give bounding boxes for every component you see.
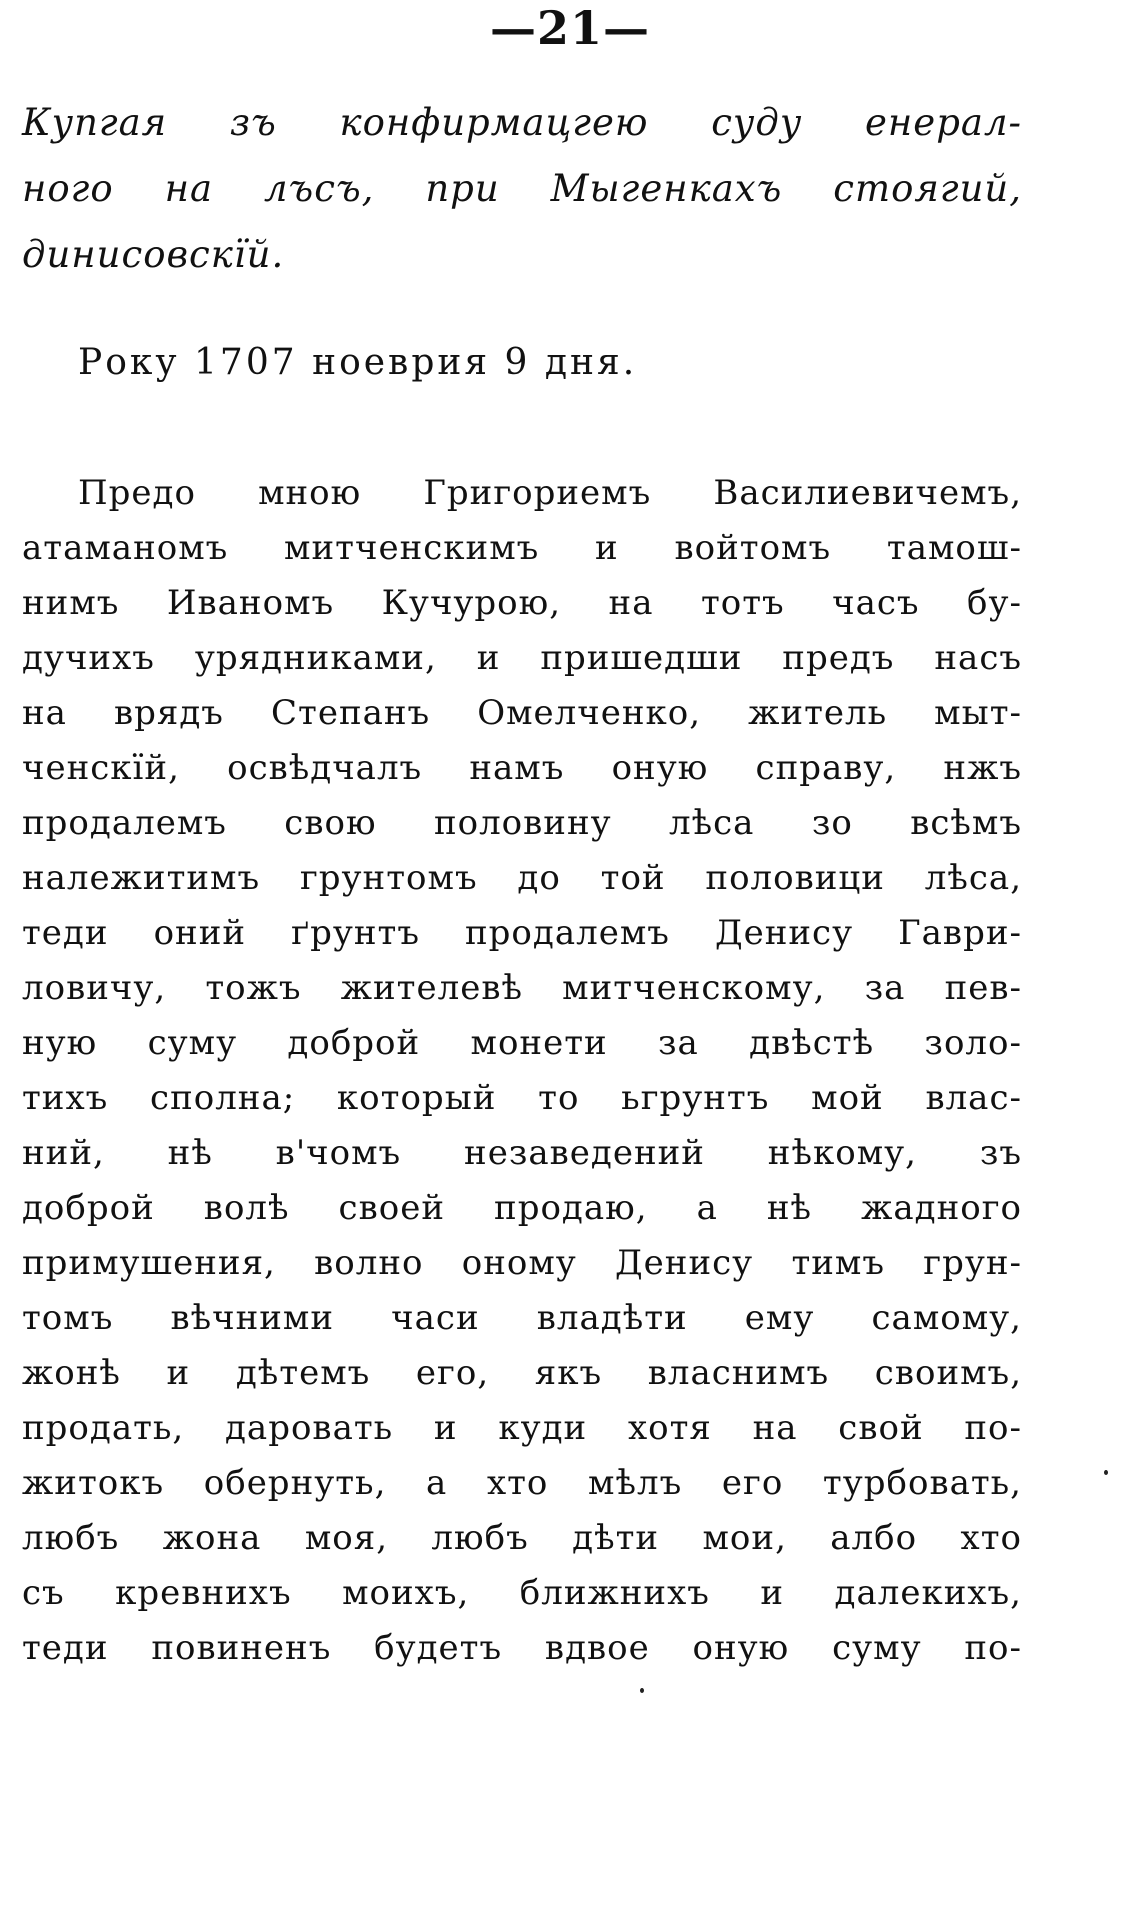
body-line: належитимъ грунтомъ до той половици лѣса, <box>22 858 1022 898</box>
body-line: съ кревнихъ моихъ, ближнихъ и далекихъ, <box>22 1573 1022 1613</box>
heading-line: Купгая зъ конфирмацгею суду енерал- <box>22 101 1022 144</box>
heading-line: ного на лъсъ, при Мыгенкахъ стоягий, <box>22 167 1022 210</box>
body-line: нимъ Иваномъ Кучурою, на тотъ часъ бу- <box>22 583 1022 623</box>
body-line: житокъ обернуть, а хто мѣлъ его турбовать, <box>22 1463 1022 1503</box>
body-line: Предо мною Григориемъ Василиевичемъ, <box>78 473 1022 513</box>
body-line: примушения, волно оному Денису тимъ грун- <box>22 1243 1022 1283</box>
body-line: дучихъ урядниками, и пришедши предъ насъ <box>22 638 1022 678</box>
heading-line: динисовскїй. <box>22 233 285 276</box>
dateline: Року 1707 ноеврия 9 дня. <box>78 342 638 383</box>
page-number: —21— <box>489 1 650 55</box>
body-line: атаманомъ митченскимъ и войтомъ тамош- <box>22 528 1022 568</box>
body-line: ченскїй, освѣдчалъ намъ оную справу, нжъ <box>22 748 1022 788</box>
body-line: продать, даровать и куди хотя на свой по- <box>22 1408 1022 1448</box>
print-speck <box>640 1688 644 1693</box>
body-line: продалемъ свою половину лѣса зо всѣмъ <box>22 803 1022 843</box>
body-line: теди оний ґрунтъ продалемъ Денису Гаври- <box>22 913 1022 953</box>
body-line: тихъ сполна; который то ьгрунтъ мой влас- <box>22 1078 1022 1118</box>
body-text <box>22 466 1022 1676</box>
body-line: любъ жона моя, любъ дѣти мои, албо хто <box>22 1518 1022 1558</box>
body-line: ную суму доброй монети за двѣстѣ золо- <box>22 1023 1022 1063</box>
body-line: доброй волѣ своей продаю, а нѣ жадного <box>22 1188 1022 1228</box>
body-line: ний, нѣ в'чомъ незаведений нѣкому, зъ <box>22 1133 1022 1173</box>
body-line: теди повиненъ будетъ вдвое оную суму по- <box>22 1628 1022 1668</box>
body-line: жонѣ и дѣтемъ его, якъ власнимъ своимъ, <box>22 1353 1022 1393</box>
print-speck <box>1104 1470 1108 1475</box>
body-line: томъ вѣчними часи владѣти ему самому, <box>22 1298 1022 1338</box>
document-heading <box>22 90 1022 288</box>
body-line: ловичу, тожъ жителевѣ митченскому, за пев- <box>22 968 1022 1008</box>
body-line: на врядъ Степанъ Омелченко, житель мыт- <box>22 693 1022 733</box>
